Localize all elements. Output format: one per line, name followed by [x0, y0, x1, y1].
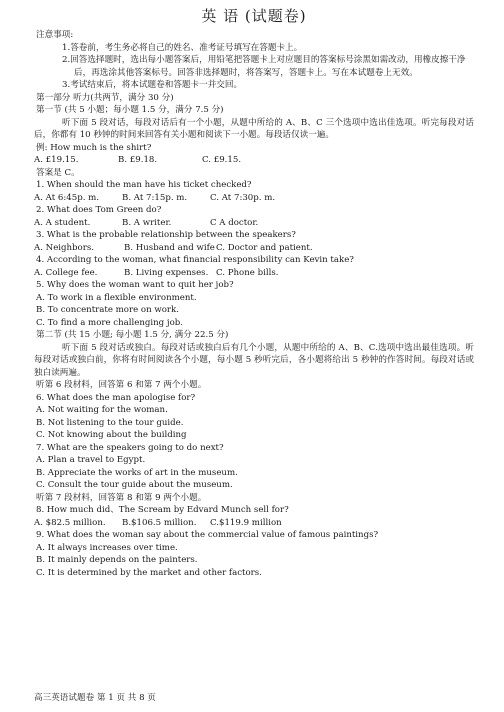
question-2-options	[34, 217, 474, 230]
option: A. Neighbors.	[34, 242, 94, 253]
option: C. Not knowing about the building	[36, 430, 187, 440]
option: B. £9.18.	[118, 155, 158, 165]
question-8-options	[34, 517, 474, 530]
section1-instructions: 听下面 5 段对话，每段对话后有一个小题，从题中所给的 A、B、C 三个选项中选出佳选项。听完每段对话后，你都有 10 秒钟的时间来回答有关小题和阅读下一小题。每段话仅读一遍。	[34, 117, 474, 140]
option: A. A student.	[34, 217, 91, 228]
question-6: 6. What does the man apologise for?	[36, 392, 196, 403]
question-5: 5. Why does the woman want to quit her job?	[36, 280, 234, 290]
option: C.$119.9 million	[210, 517, 282, 528]
option: C A doctor.	[210, 217, 259, 228]
option: A. £19.15.	[34, 155, 79, 165]
option: C. At 7:30p. m.	[210, 192, 276, 203]
page-title: 英 语 (试题卷)	[201, 7, 307, 25]
section1-heading: 第一节 (共 5 小题；每小题 1.5 分，满分 7.5 分)	[36, 105, 224, 115]
option: B. At 7:15p. m.	[122, 192, 188, 203]
option: B. Appreciate the works of art in the museum.	[36, 467, 238, 478]
page-footer: 高三英语试题卷 第 1 页 共 8 页	[34, 693, 156, 703]
option: C. It is determined by the market and other factors.	[36, 567, 262, 578]
question-8: 8. How much did、The Scream by Edvard Munch sell for?	[36, 505, 289, 515]
question-4: 4. According to the woman, what financial responsibility can Kevin take?	[36, 255, 354, 265]
example-answer: 答案是 C。	[36, 167, 80, 178]
example-options	[34, 154, 474, 167]
option: B. It mainly depends on the painters.	[36, 555, 198, 565]
part1-heading: 第一部分 听力(共两节，满分 30 分)	[36, 92, 174, 103]
option: A. At 6:45p. m.	[34, 192, 100, 203]
option: B.$106.5 million.	[122, 517, 197, 528]
question-7: 7. What are the speakers going to do next?	[36, 442, 224, 453]
option: B. A writer.	[122, 217, 172, 228]
question-4-options	[34, 267, 474, 280]
option: A. To work in a flexible environment.	[36, 292, 197, 303]
note-item	[34, 54, 474, 79]
question-9: 9. What does the woman say about the commercial value of famous paintings?	[36, 530, 379, 540]
option: C. Consult the tour guide about the museum.	[36, 480, 233, 490]
note-item: 3.考试结束后，将本试题卷和答题卡一并交回。	[62, 80, 243, 90]
notes-heading: 注意事项:	[36, 30, 74, 40]
option: B. To concentrate more on work.	[36, 305, 179, 315]
option: A. Plan a travel to Egypt.	[36, 455, 146, 465]
note-item: 1.答卷前，考生务必将自己的姓名、准考证号填写在答题卡上。	[62, 42, 303, 53]
section2-heading: 第二节 (共 15 小题; 每小题 1.5 分, 满分 22.5 分)	[36, 330, 229, 340]
option: A. Not waiting for the woman.	[36, 405, 168, 415]
question-3-options	[34, 242, 474, 255]
question-2: 2. What does Tom Green do?	[36, 205, 162, 215]
option: A. College fee.	[34, 267, 98, 278]
material-6-instruction: 听第 6 段材料，回答第 6 和第 7 两个小题。	[36, 380, 207, 390]
note-item-text: 2.回答选择题时，选出每小题答案后，用铅笔把答题卡上对应题目的答案标号涂黑如需改动，用橡皮擦干净后，再选涂其他答案标号。回答非选择题时，将答案写，答题卡上。写在本试题卷上无效。	[62, 55, 466, 78]
option: B. Husband and wife	[124, 242, 215, 253]
option: C. Doctor and patient.	[216, 242, 313, 253]
option: C. To find a more challenging job.	[36, 317, 183, 328]
example-question: 例: How much is the shirt?	[36, 142, 152, 153]
option: C. Phone bills.	[216, 267, 279, 278]
section2-instructions: 听下面 5 段对话或独白。每段对话或独白后有几个小题，从题中所给的 A、B、C.选项中选出最佳选项。听每段对话或独白前，你将有时间阅读各个小题，每小题 5 秒听完后，各小题将给出 5 秒钟的作答时间。每段对话或独白读两遍。	[34, 342, 474, 378]
option: A. $82.5 million.	[34, 517, 106, 528]
option: C. £9.15.	[202, 155, 242, 165]
question-1-options	[34, 192, 474, 205]
option: B. Living expenses.	[124, 267, 209, 278]
option: B. Not listening to the tour guide.	[36, 417, 184, 428]
material-7-instruction: 听第 7 段材料，回答第 8 和第 9 两个小题。	[36, 492, 207, 503]
question-3: 3. What is the probable relationship between the speakers?	[36, 230, 296, 240]
option: A. It always increases over time.	[36, 542, 178, 553]
question-1: 1. When should the man have his ticket checked?	[36, 180, 252, 190]
